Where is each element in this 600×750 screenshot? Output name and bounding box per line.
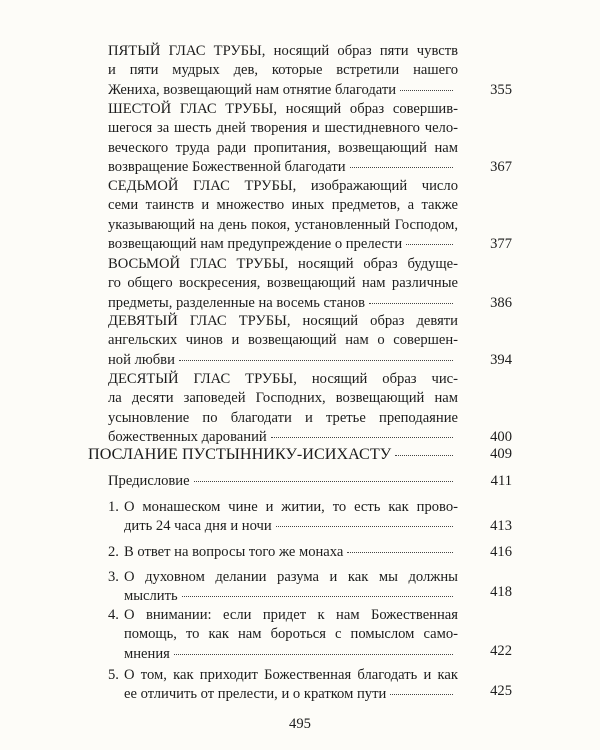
toc-entry [108, 100, 458, 178]
entry-line: веческого труда ради пропитания, возвещающий нам [108, 139, 458, 156]
entry-line: О монашеском чине и житии, то есть как прово- [124, 499, 458, 515]
dot-leader [400, 89, 453, 91]
item-number: 5. [108, 667, 119, 683]
entry-line: и пяти мудрых дев, которые встретили нашего [108, 62, 458, 79]
page-number: 418 [490, 584, 512, 600]
page-number: 400 [490, 429, 512, 446]
dot-leader [395, 454, 453, 456]
entry-line: О том, как приходит Божественная благодать и как [124, 667, 458, 683]
dot-leader [276, 525, 453, 527]
entry-line: возвещающий нам предупреждение о прелести [108, 236, 403, 253]
entry-line: ной любви [108, 351, 175, 368]
page-number: 416 [490, 544, 512, 560]
entry-line: божественных дарований [108, 429, 267, 446]
toc-item [108, 568, 458, 607]
entry-line: семи таинств и множество иных предметов, а также [108, 197, 458, 214]
entry-line: ВОСЬМОЙ ГЛАС ТРУБЫ, носящий образ будуще- [108, 256, 458, 272]
page-number: 422 [490, 643, 512, 659]
toc-preface [108, 472, 458, 491]
entry-line: О внимании: если придет к нам Божественная [124, 607, 458, 623]
entry-line: возвращение Божественной благодати [108, 159, 346, 176]
toc-item [108, 606, 458, 664]
entry-line: ее отличить от прелести, и о кратком пути [124, 686, 387, 703]
toc-entry [108, 370, 458, 448]
dot-leader [390, 693, 453, 695]
page-number: 355 [490, 81, 512, 98]
item-number: 1. [108, 499, 119, 515]
dot-leader [406, 243, 453, 245]
toc-item [108, 666, 458, 705]
toc-item [108, 498, 458, 537]
dot-leader [350, 166, 453, 168]
dot-leader [179, 359, 453, 361]
page-number: 425 [490, 683, 512, 699]
page-number: 367 [490, 159, 512, 176]
entry-line: О духовном делании разума и как мы должны [124, 569, 458, 585]
entry-line: мыслить [124, 588, 178, 605]
entry-line: го общего воскресения, возвещающий нам различные [108, 275, 458, 292]
entry-line: помощь, то как нам бороться с помыслом само- [124, 626, 458, 643]
entry-line: В ответ на вопросы того же монаха [124, 544, 344, 560]
entry-line: ШЕСТОЙ ГЛАС ТРУБЫ, носящий образ совершив- [108, 101, 458, 117]
item-number: 4. [108, 607, 119, 623]
entry-line: Жениха, возвещающий нам отнятие благодати [108, 81, 397, 98]
toc-item [108, 543, 458, 562]
toc-entry [108, 42, 458, 100]
page-number: 377 [490, 236, 512, 253]
entry-line: СЕДЬМОЙ ГЛАС ТРУБЫ, изображающий число [108, 178, 458, 194]
entry-line: дить 24 часа дня и ночи [124, 518, 272, 535]
entry-line: мнения [124, 645, 170, 662]
folio: 495 [289, 716, 311, 732]
dot-leader [174, 653, 453, 655]
section-title: ПОСЛАНИЕ ПУСТЫННИКУ-ИСИХАСТУ [88, 445, 392, 463]
item-number: 2. [108, 544, 119, 560]
page-number: 409 [490, 446, 512, 462]
dot-leader [182, 595, 453, 597]
toc-section [88, 444, 458, 465]
dot-leader [369, 302, 453, 304]
entry-line: предметы, разделенные на восемь станов [108, 294, 366, 311]
toc-entry [108, 312, 458, 370]
dot-leader [347, 551, 453, 553]
entry-line: шегося за шесть дней творения и шестидневного чело- [108, 120, 458, 137]
preface-title: Предисловие [108, 473, 190, 489]
dot-leader [271, 436, 453, 438]
entry-line: ДЕСЯТЫЙ ГЛАС ТРУБЫ, носящий образ чис- [108, 371, 458, 387]
entry-line: ла десяти заповедей Господних, возвещающий нам [108, 390, 458, 407]
entry-line: указывающий на день покоя, установленный Господом, [108, 216, 458, 233]
page-number: 394 [490, 351, 512, 368]
toc-entry [108, 177, 458, 255]
page-number: 413 [490, 518, 512, 535]
entry-line: ангельских чинов и возвещающий нам о совершен- [108, 332, 458, 349]
entry-line: ПЯТЫЙ ГЛАС ТРУБЫ, носящий образ пяти чувств [108, 43, 458, 59]
page-number: 386 [490, 294, 512, 311]
dot-leader [194, 480, 453, 482]
page-number: 411 [490, 473, 512, 489]
toc-entry [108, 255, 458, 313]
entry-line: усыновление по благодати и третье преподаяние [108, 409, 458, 426]
item-number: 3. [108, 569, 119, 585]
entry-line: ДЕВЯТЫЙ ГЛАС ТРУБЫ, носящий образ девяти [108, 313, 458, 329]
